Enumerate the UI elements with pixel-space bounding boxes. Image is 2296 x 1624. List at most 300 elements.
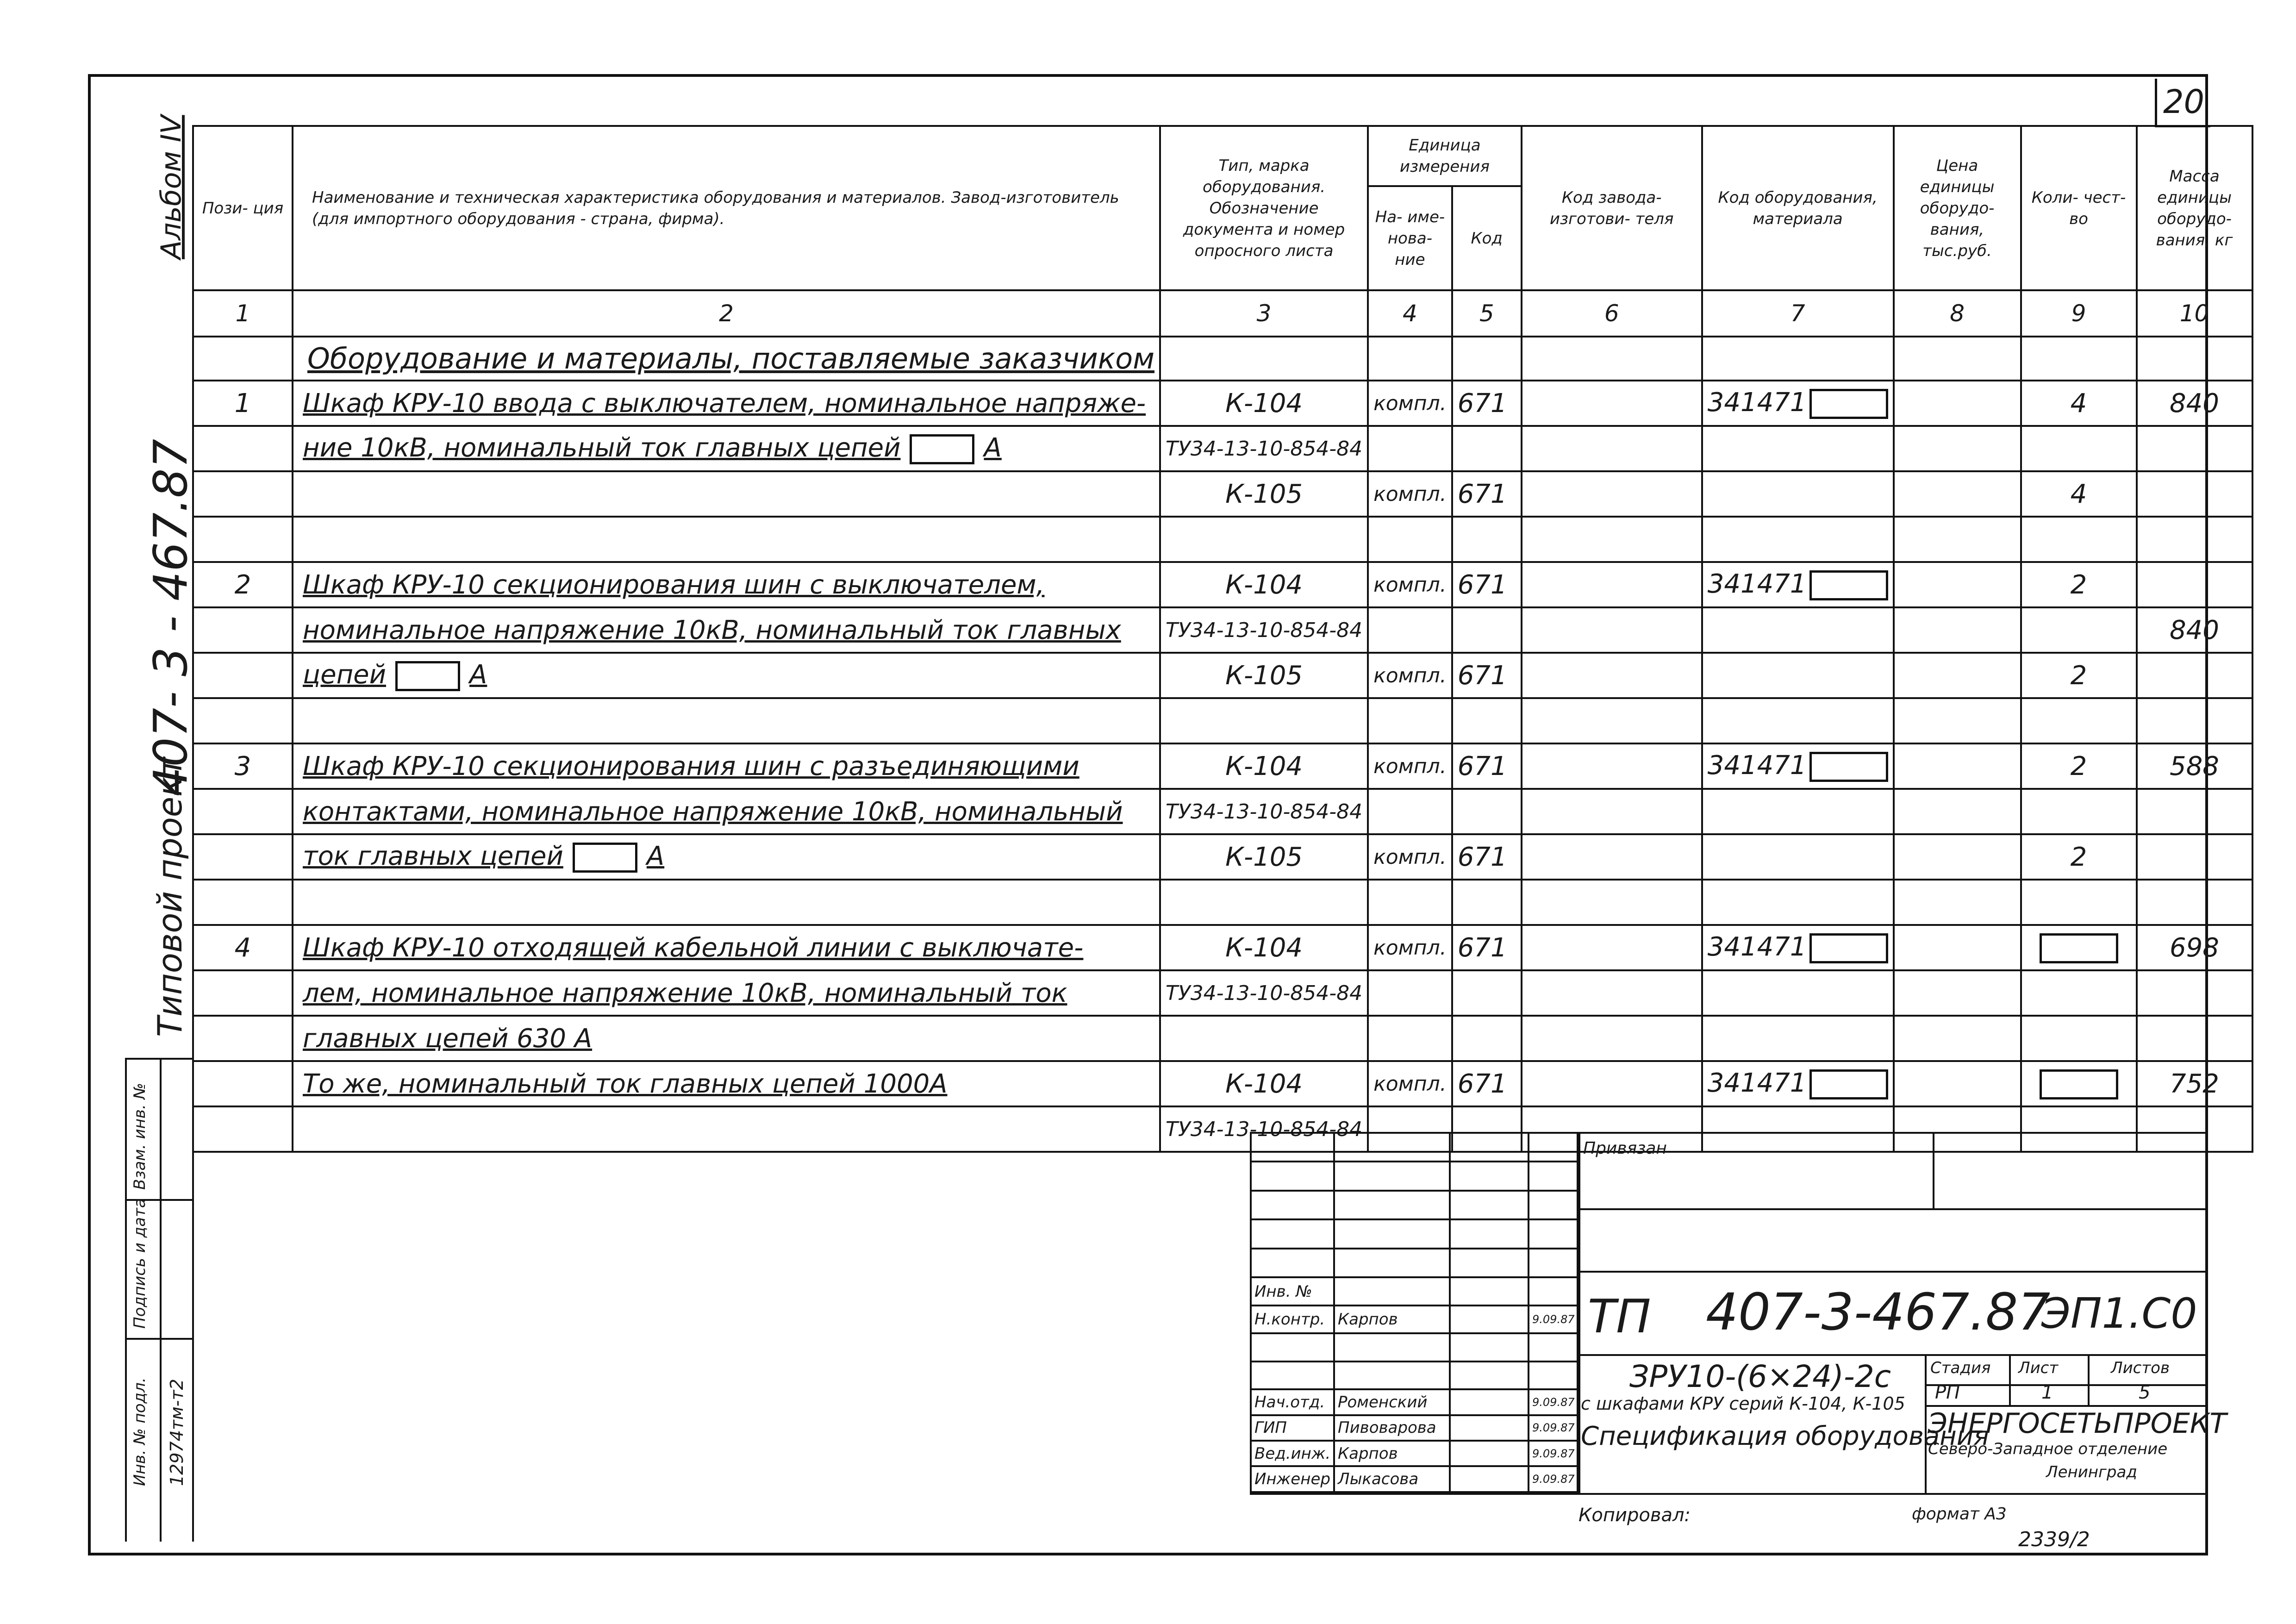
stamp-signature-grid	[1250, 1132, 1580, 1493]
stamp-date: 9.09.87	[1529, 1305, 1579, 1333]
price-cell	[1894, 1061, 2021, 1106]
factory-code-cell	[1522, 517, 1702, 562]
position-cell	[193, 607, 293, 653]
quantity-cell	[2021, 925, 2137, 970]
mass-cell	[2137, 426, 2252, 471]
stamp-inv-label: Инв. №	[1251, 1277, 1334, 1305]
name-text: Шкаф КРУ-10 секционирования шин с разъединяющими	[303, 751, 1079, 781]
quantity-cell	[2021, 653, 2137, 698]
table-row	[193, 789, 2252, 834]
name-cell	[293, 607, 1160, 653]
stamp-person: Карпов	[1334, 1305, 1450, 1333]
quantity-cell	[2021, 517, 2137, 562]
current-unit: А	[984, 432, 1002, 463]
material-code-cell	[1702, 970, 1894, 1016]
stamp-org-3: Ленинград	[2046, 1463, 2137, 1481]
stamp-person: Пивоварова	[1334, 1415, 1450, 1441]
quantity-cell	[2021, 698, 2137, 743]
blank-code-box	[1809, 933, 1888, 963]
type-cell: К-104	[1160, 562, 1368, 607]
price-cell	[1894, 381, 2021, 426]
unit-code-cell: 671	[1452, 1061, 1522, 1106]
stamp-line	[1577, 1354, 2208, 1356]
format-label: формат А3	[1912, 1505, 2007, 1524]
factory-code-cell	[1522, 426, 1702, 471]
type-cell: К-105	[1160, 834, 1368, 880]
stamp-stage: РП	[1935, 1382, 1960, 1403]
blank-quantity-box	[2040, 1069, 2118, 1099]
unit-name-cell: компл.	[1368, 834, 1452, 880]
position-cell	[193, 653, 293, 698]
name-cell	[293, 789, 1160, 834]
column-number: 5	[1452, 290, 1522, 337]
inv-strip-line	[125, 1058, 127, 1542]
blank-current-box	[395, 661, 460, 691]
header-material-code: Код оборудования, материала	[1702, 126, 1894, 290]
position-cell: 1	[193, 381, 293, 426]
type-cell: ТУ34-13-10-854-84	[1160, 426, 1368, 471]
price-cell	[1894, 970, 2021, 1016]
table-row	[193, 880, 2252, 925]
quantity-cell	[2021, 789, 2137, 834]
quantity-cell	[2021, 1016, 2137, 1061]
stamp-privyazan: Привязан	[1583, 1139, 1667, 1158]
unit-name-cell	[1368, 517, 1452, 562]
table-row	[193, 471, 2252, 517]
mass-cell	[2137, 970, 2252, 1016]
type-cell: ТУ34-13-10-854-84	[1160, 607, 1368, 653]
name-cell	[293, 1016, 1160, 1061]
stamp-sheets: 5	[2139, 1382, 2151, 1403]
name-cell	[293, 743, 1160, 789]
project-type-label: Типовой проект	[150, 757, 189, 1037]
name-cell	[293, 925, 1160, 970]
mass-cell	[2137, 834, 2252, 880]
type-cell: К-104	[1160, 1061, 1368, 1106]
material-code-cell	[1702, 471, 1894, 517]
table-row	[193, 1016, 2252, 1061]
quantity-cell	[2021, 562, 2137, 607]
factory-code-cell	[1522, 471, 1702, 517]
material-code: 341471	[1707, 1068, 1807, 1098]
stamp-date: 9.09.87	[1529, 1415, 1579, 1441]
table-row	[193, 381, 2252, 426]
price-cell	[1894, 925, 2021, 970]
unit-name-cell: компл.	[1368, 925, 1452, 970]
signature	[1450, 1389, 1529, 1415]
inv-strip-line	[125, 1058, 192, 1060]
type-cell: К-105	[1160, 471, 1368, 517]
stamp-date: 9.09.87	[1529, 1389, 1579, 1415]
type-cell	[1160, 698, 1368, 743]
quantity: 4	[2070, 388, 2087, 418]
material-code: 341471	[1707, 387, 1807, 418]
unit-code-cell: 671	[1452, 743, 1522, 789]
position-cell	[193, 698, 293, 743]
table-row	[193, 743, 2252, 789]
mass-cell	[2137, 517, 2252, 562]
table-row	[193, 517, 2252, 562]
material-code-cell	[1702, 1061, 1894, 1106]
type-cell	[1160, 1016, 1368, 1061]
stamp-doc-code: 407-3-467.87	[1706, 1282, 2051, 1342]
position-cell	[193, 517, 293, 562]
header-position: Пози- ция	[193, 126, 293, 290]
unit-name-cell	[1368, 970, 1452, 1016]
column-number: 6	[1522, 290, 1702, 337]
factory-code-cell	[1522, 834, 1702, 880]
material-code-cell	[1702, 517, 1894, 562]
stamp-stage-label: Стадия	[1930, 1359, 1991, 1377]
stamp-line	[1577, 1271, 2208, 1273]
quantity: 2	[2070, 842, 2087, 872]
name-cell	[293, 517, 1160, 562]
factory-code-cell	[1522, 653, 1702, 698]
factory-code-cell	[1522, 925, 1702, 970]
mass-cell: 752	[2137, 1061, 2252, 1106]
position-cell: 4	[193, 925, 293, 970]
material-code-cell	[1702, 653, 1894, 698]
unit-code-cell: 671	[1452, 471, 1522, 517]
header-unit-code: Код	[1452, 186, 1522, 290]
stamp-line	[2009, 1354, 2011, 1405]
header-factory-code: Код завода- изготови- теля	[1522, 126, 1702, 290]
material-code: 341471	[1707, 568, 1807, 599]
quantity: 2	[2070, 569, 2087, 600]
blank-current-box	[573, 843, 637, 873]
position-cell	[193, 1061, 293, 1106]
blank-code-box	[1809, 570, 1888, 600]
blank-code-box	[1809, 752, 1888, 782]
price-cell	[1894, 698, 2021, 743]
header-unit-name: На- име- нова- ние	[1368, 186, 1452, 290]
stamp-person: Роменский	[1334, 1389, 1450, 1415]
stamp-title-1: ЗРУ10-(6×24)-2с	[1629, 1359, 1891, 1394]
unit-code-cell	[1452, 517, 1522, 562]
blank-code-box	[1809, 389, 1888, 419]
mass-cell: 840	[2137, 381, 2252, 426]
name-text: Шкаф КРУ-10 ввода с выключателем, номинальное напряже-	[303, 388, 1146, 418]
material-code-cell	[1702, 426, 1894, 471]
mass-cell: 840	[2137, 607, 2252, 653]
type-cell: К-104	[1160, 743, 1368, 789]
stamp-title-3: Спецификация оборудования	[1581, 1421, 1989, 1451]
price-cell	[1894, 607, 2021, 653]
price-cell	[1894, 653, 2021, 698]
stamp-line	[1577, 1208, 2208, 1210]
position-cell	[193, 1016, 293, 1061]
name-text: То же, номинальный ток главных цепей 1000А	[303, 1068, 948, 1099]
unit-name-cell	[1368, 426, 1452, 471]
name-cell	[293, 562, 1160, 607]
stamp-sheet: 1	[2041, 1382, 2053, 1403]
position-cell	[193, 471, 293, 517]
price-cell	[1894, 880, 2021, 925]
price-cell	[1894, 426, 2021, 471]
inv-field-3: Взам. инв. №	[131, 1083, 149, 1190]
unit-code-cell	[1452, 607, 1522, 653]
unit-name-cell: компл.	[1368, 1061, 1452, 1106]
name-text: номинальное напряжение 10кВ, номинальный ток главных	[303, 615, 1121, 645]
stamp-date: 9.09.87	[1529, 1441, 1579, 1466]
name-cell	[293, 653, 1160, 698]
title-block	[1250, 1132, 2227, 1546]
type-cell: ТУ34-13-10-854-84	[1160, 970, 1368, 1016]
type-cell: К-104	[1160, 925, 1368, 970]
factory-code-cell	[1522, 607, 1702, 653]
name-cell	[293, 880, 1160, 925]
position-cell	[193, 880, 293, 925]
signature	[1450, 1415, 1529, 1441]
price-cell	[1894, 517, 2021, 562]
table-row	[193, 970, 2252, 1016]
name-cell	[293, 426, 1160, 471]
price-cell	[1894, 562, 2021, 607]
header-name: Наименование и техническая характеристика оборудования и материалов. Завод-изготовитель (для импортного оборудования - страна, фирма).	[293, 126, 1160, 290]
quantity-cell	[2021, 834, 2137, 880]
quantity-cell	[2021, 1061, 2137, 1106]
price-cell	[1894, 743, 2021, 789]
unit-name-cell: компл.	[1368, 743, 1452, 789]
column-number: 2	[293, 290, 1160, 337]
inv-field-2: Подпись и дата	[131, 1198, 149, 1329]
material-code-cell	[1702, 834, 1894, 880]
material-code-cell	[1702, 381, 1894, 426]
position-cell	[193, 789, 293, 834]
stamp-sheets-label: Листов	[2111, 1359, 2170, 1377]
quantity-cell	[2021, 880, 2137, 925]
quantity-cell	[2021, 607, 2137, 653]
type-cell	[1160, 880, 1368, 925]
column-number: 7	[1702, 290, 1894, 337]
quantity-cell	[2021, 381, 2137, 426]
stamp-sheet-label: Лист	[2018, 1359, 2059, 1377]
table-row	[193, 834, 2252, 880]
material-code-cell	[1702, 925, 1894, 970]
sheet-number: 20	[2155, 79, 2210, 127]
stamp-person: Карпов	[1334, 1441, 1450, 1466]
name-text: контактами, номинальное напряжение 10кВ, номинальный	[303, 796, 1123, 827]
column-number: 10	[2137, 290, 2252, 337]
stamp-line	[2088, 1354, 2090, 1405]
factory-code-cell	[1522, 698, 1702, 743]
material-code-cell	[1702, 607, 1894, 653]
quantity-cell	[2021, 426, 2137, 471]
table-row	[193, 607, 2252, 653]
header-price: Цена единицы оборудо- вания, тыс.руб.	[1894, 126, 2021, 290]
column-number: 1	[193, 290, 293, 337]
name-text: лем, номинальное напряжение 10кВ, номинальный ток	[303, 978, 1067, 1008]
quantity: 2	[2070, 660, 2087, 691]
stamp-person: Лыкасова	[1334, 1466, 1450, 1492]
factory-code-cell	[1522, 381, 1702, 426]
stamp-org-1: ЭНЕРГОСЕТЬПРОЕКТ	[1928, 1407, 2227, 1440]
position-cell	[193, 970, 293, 1016]
unit-code-cell: 671	[1452, 562, 1522, 607]
quantity: 4	[2070, 479, 2087, 509]
price-cell	[1894, 789, 2021, 834]
header-mass: Масса единицы оборудо- вания, кг	[2137, 126, 2252, 290]
table-row	[193, 653, 2252, 698]
unit-code-cell	[1452, 880, 1522, 925]
material-code-cell	[1702, 698, 1894, 743]
header-unit: Единица измерения	[1368, 126, 1522, 186]
signature	[1450, 1441, 1529, 1466]
unit-code-cell	[1452, 426, 1522, 471]
stamp-role: Нач.отд.	[1251, 1389, 1334, 1415]
quantity-cell	[2021, 970, 2137, 1016]
price-cell	[1894, 471, 2021, 517]
factory-code-cell	[1522, 562, 1702, 607]
unit-code-cell: 671	[1452, 834, 1522, 880]
unit-code-cell	[1452, 970, 1522, 1016]
current-unit: А	[646, 841, 665, 871]
header-quantity: Коли- чест- во	[2021, 126, 2137, 290]
unit-name-cell	[1368, 607, 1452, 653]
stamp-doc-suffix: ЭП1.С0	[2041, 1289, 2197, 1338]
mass-cell	[2137, 653, 2252, 698]
table-row	[193, 562, 2252, 607]
table-row	[193, 1061, 2252, 1106]
position-cell	[193, 834, 293, 880]
unit-name-cell	[1368, 880, 1452, 925]
mass-cell	[2137, 562, 2252, 607]
column-number: 3	[1160, 290, 1368, 337]
material-code-cell	[1702, 1016, 1894, 1061]
mass-cell	[2137, 789, 2252, 834]
stamp-role: Инженер	[1251, 1466, 1334, 1492]
stamp-role: Вед.инж.	[1251, 1441, 1334, 1466]
unit-name-cell	[1368, 698, 1452, 743]
unit-code-cell: 671	[1452, 653, 1522, 698]
header-type: Тип, марка оборудования. Обозначение документа и номер опросного листа	[1160, 126, 1368, 290]
unit-code-cell	[1452, 1016, 1522, 1061]
column-number: 8	[1894, 290, 2021, 337]
inv-strip-line	[125, 1338, 192, 1340]
material-code-cell	[1702, 789, 1894, 834]
material-code-cell	[1702, 880, 1894, 925]
type-cell: К-105	[1160, 653, 1368, 698]
blank-current-box	[910, 434, 974, 464]
stamp-line	[1250, 1132, 2208, 1134]
name-text: главных цепей 630 А	[303, 1023, 593, 1054]
mass-cell	[2137, 471, 2252, 517]
stamp-tp: ТП	[1588, 1289, 1651, 1343]
unit-name-cell: компл.	[1368, 381, 1452, 426]
name-cell	[293, 834, 1160, 880]
inv-strip-line	[160, 1058, 162, 1542]
signature	[1450, 1466, 1529, 1492]
name-cell	[293, 1106, 1160, 1152]
position-cell	[193, 1106, 293, 1152]
table-row	[193, 925, 2252, 970]
signature	[1450, 1305, 1529, 1333]
unit-name-cell	[1368, 789, 1452, 834]
table-row	[193, 698, 2252, 743]
archive-number: 2339/2	[2018, 1528, 2090, 1551]
blank-code-box	[1809, 1069, 1888, 1099]
name-cell	[293, 970, 1160, 1016]
unit-name-cell: компл.	[1368, 471, 1452, 517]
type-cell: К-104	[1160, 381, 1368, 426]
quantity-cell	[2021, 743, 2137, 789]
stamp-date: 9.09.87	[1529, 1466, 1579, 1492]
factory-code-cell	[1522, 970, 1702, 1016]
price-cell	[1894, 834, 2021, 880]
factory-code-cell	[1522, 1016, 1702, 1061]
factory-code-cell	[1522, 1061, 1702, 1106]
name-text: Шкаф КРУ-10 отходящей кабельной линии с выключате-	[303, 932, 1084, 963]
mass-cell: 588	[2137, 743, 2252, 789]
unit-code-cell: 671	[1452, 925, 1522, 970]
mass-cell	[2137, 880, 2252, 925]
name-text: цепей	[303, 659, 387, 690]
stamp-role: ГИП	[1251, 1415, 1334, 1441]
name-cell	[293, 471, 1160, 517]
stamp-line	[1925, 1405, 2208, 1407]
factory-code-cell	[1522, 880, 1702, 925]
position-cell	[193, 426, 293, 471]
mass-cell: 698	[2137, 925, 2252, 970]
specification-table	[192, 125, 2253, 1153]
unit-code-cell	[1452, 698, 1522, 743]
name-cell	[293, 381, 1160, 426]
column-number: 9	[2021, 290, 2137, 337]
type-cell: ТУ34-13-10-854-84	[1160, 1106, 1368, 1152]
type-cell	[1160, 517, 1368, 562]
position-cell: 3	[193, 743, 293, 789]
unit-code-cell	[1452, 789, 1522, 834]
material-code-cell	[1702, 743, 1894, 789]
factory-code-cell	[1522, 743, 1702, 789]
material-code-cell	[1702, 562, 1894, 607]
stamp-org-2: Северо-Западное отделение	[1928, 1440, 2168, 1458]
type-cell: ТУ34-13-10-854-84	[1160, 789, 1368, 834]
price-cell	[1894, 1016, 2021, 1061]
material-code: 341471	[1707, 750, 1807, 781]
album-label: Альбом IV	[155, 115, 187, 259]
name-text: ток главных цепей	[303, 841, 563, 871]
unit-name-cell: компл.	[1368, 653, 1452, 698]
stamp-title-2: с шкафами КРУ серий К-104, К-105	[1581, 1393, 1905, 1414]
position-cell: 2	[193, 562, 293, 607]
section-title: Оборудование и материалы, поставляемые заказчиком	[293, 337, 1160, 381]
table-row	[193, 426, 2252, 471]
project-code-label: 407- 3 - 467.87	[144, 439, 198, 796]
unit-name-cell	[1368, 1016, 1452, 1061]
name-cell	[293, 1061, 1160, 1106]
current-unit: А	[469, 659, 487, 690]
stamp-role: Н.контр.	[1251, 1305, 1334, 1333]
mass-cell	[2137, 698, 2252, 743]
stamp-line	[1250, 1493, 2208, 1495]
name-cell	[293, 698, 1160, 743]
inv-field-1: Инв. № подл.	[131, 1377, 149, 1486]
name-text: ние 10кВ, номинальный ток главных цепей	[303, 432, 901, 463]
stamp-line	[1925, 1384, 2208, 1386]
unit-code-cell: 671	[1452, 381, 1522, 426]
copied-label: Копировал:	[1578, 1505, 1691, 1526]
mass-cell	[2137, 1016, 2252, 1061]
quantity: 2	[2070, 751, 2087, 781]
column-number: 4	[1368, 290, 1452, 337]
blank-quantity-box	[2040, 933, 2118, 963]
factory-code-cell	[1522, 789, 1702, 834]
material-code: 341471	[1707, 931, 1807, 962]
unit-name-cell: компл.	[1368, 562, 1452, 607]
name-text: Шкаф КРУ-10 секционирования шин с выключателем,	[303, 569, 1045, 600]
inv-number: 12974тм-т2	[167, 1379, 187, 1486]
